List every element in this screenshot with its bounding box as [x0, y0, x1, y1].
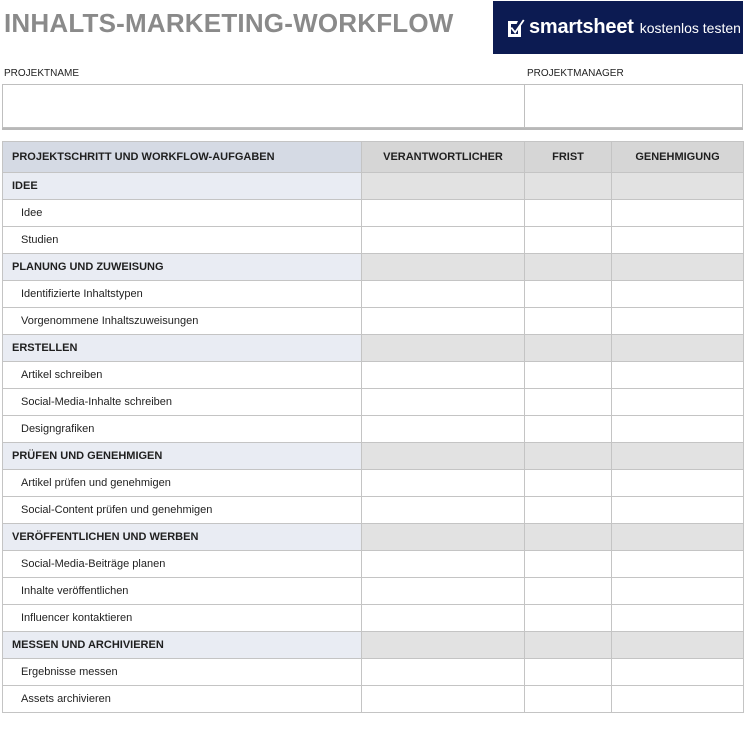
free-trial-link[interactable]: kostenlos testen	[639, 19, 741, 36]
owner-cell[interactable]	[362, 389, 525, 416]
approval-cell[interactable]	[612, 551, 744, 578]
task-cell: Idee	[3, 200, 362, 227]
section-title: VERÖFFENTLICHEN UND WERBEN	[3, 524, 362, 551]
task-row	[3, 551, 744, 578]
project-name-field[interactable]	[2, 84, 525, 128]
section-title: PRÜFEN UND GENEHMIGEN	[3, 443, 362, 470]
section-title: IDEE	[3, 173, 362, 200]
workflow-table	[2, 141, 744, 713]
deadline-cell[interactable]	[525, 524, 612, 551]
approval-cell[interactable]	[612, 524, 744, 551]
owner-cell[interactable]	[362, 551, 525, 578]
task-row	[3, 200, 744, 227]
owner-cell[interactable]	[362, 173, 525, 200]
approval-cell[interactable]	[612, 200, 744, 227]
approval-cell[interactable]	[612, 443, 744, 470]
deadline-cell[interactable]	[525, 551, 612, 578]
task-cell: Studien	[3, 227, 362, 254]
deadline-cell[interactable]	[525, 497, 612, 524]
page-title: INHALTS-MARKETING-WORKFLOW	[4, 8, 454, 38]
task-cell: Artikel schreiben	[3, 362, 362, 389]
task-cell: Identifizierte Inhaltstypen	[3, 281, 362, 308]
approval-cell[interactable]	[612, 686, 744, 713]
column-header-task: PROJEKTSCHRITT UND WORKFLOW-AUFGABEN	[3, 142, 362, 173]
column-header-approval: GENEHMIGUNG	[612, 142, 744, 173]
project-manager-label: PROJEKTMANAGER	[527, 68, 624, 79]
owner-cell[interactable]	[362, 524, 525, 551]
approval-cell[interactable]	[612, 362, 744, 389]
approval-cell[interactable]	[612, 389, 744, 416]
task-cell: Designgrafiken	[3, 416, 362, 443]
task-row	[3, 227, 744, 254]
owner-cell[interactable]	[362, 281, 525, 308]
owner-cell[interactable]	[362, 686, 525, 713]
approval-cell[interactable]	[612, 335, 744, 362]
column-header-deadline: FRIST	[525, 142, 612, 173]
project-name-label: PROJEKTNAME	[4, 68, 80, 79]
task-cell: Social-Content prüfen und genehmigen	[3, 497, 362, 524]
deadline-cell[interactable]	[525, 173, 612, 200]
approval-cell[interactable]	[612, 578, 744, 605]
deadline-cell[interactable]	[525, 578, 612, 605]
approval-cell[interactable]	[612, 605, 744, 632]
owner-cell[interactable]	[362, 335, 525, 362]
header-divider	[2, 128, 743, 130]
task-row	[3, 470, 744, 497]
deadline-cell[interactable]	[525, 227, 612, 254]
deadline-cell[interactable]	[525, 308, 612, 335]
owner-cell[interactable]	[362, 200, 525, 227]
section-row	[3, 254, 744, 281]
owner-cell[interactable]	[362, 659, 525, 686]
deadline-cell[interactable]	[525, 470, 612, 497]
deadline-cell[interactable]	[525, 443, 612, 470]
owner-cell[interactable]	[362, 605, 525, 632]
deadline-cell[interactable]	[525, 605, 612, 632]
deadline-cell[interactable]	[525, 686, 612, 713]
owner-cell[interactable]	[362, 308, 525, 335]
task-cell: Artikel prüfen und genehmigen	[3, 470, 362, 497]
task-cell: Vorgenommene Inhaltszuweisungen	[3, 308, 362, 335]
deadline-cell[interactable]	[525, 254, 612, 281]
deadline-cell[interactable]	[525, 281, 612, 308]
approval-cell[interactable]	[612, 659, 744, 686]
deadline-cell[interactable]	[525, 362, 612, 389]
deadline-cell[interactable]	[525, 659, 612, 686]
section-row	[3, 443, 744, 470]
approval-cell[interactable]	[612, 416, 744, 443]
task-row	[3, 605, 744, 632]
owner-cell[interactable]	[362, 497, 525, 524]
smartsheet-brand-text: smartsheet	[529, 16, 634, 38]
deadline-cell[interactable]	[525, 389, 612, 416]
task-cell: Influencer kontaktieren	[3, 605, 362, 632]
task-row	[3, 416, 744, 443]
task-cell: Assets archivieren	[3, 686, 362, 713]
section-title: ERSTELLEN	[3, 335, 362, 362]
owner-cell[interactable]	[362, 632, 525, 659]
deadline-cell[interactable]	[525, 416, 612, 443]
section-row	[3, 173, 744, 200]
task-row	[3, 362, 744, 389]
task-cell: Inhalte veröffentlichen	[3, 578, 362, 605]
table-header-row	[3, 142, 744, 173]
owner-cell[interactable]	[362, 443, 525, 470]
deadline-cell[interactable]	[525, 200, 612, 227]
workflow-table-body	[3, 173, 744, 713]
section-row	[3, 632, 744, 659]
owner-cell[interactable]	[362, 578, 525, 605]
approval-cell[interactable]	[612, 497, 744, 524]
section-row	[3, 335, 744, 362]
task-cell: Social-Media-Beiträge planen	[3, 551, 362, 578]
owner-cell[interactable]	[362, 254, 525, 281]
task-cell: Ergebnisse messen	[3, 659, 362, 686]
approval-cell[interactable]	[612, 173, 744, 200]
owner-cell[interactable]	[362, 416, 525, 443]
section-title: MESSEN UND ARCHIVIEREN	[3, 632, 362, 659]
approval-cell[interactable]	[612, 281, 744, 308]
approval-cell[interactable]	[612, 227, 744, 254]
approval-cell[interactable]	[612, 308, 744, 335]
smartsheet-check-logo-icon	[507, 19, 525, 37]
approval-cell[interactable]	[612, 470, 744, 497]
task-row	[3, 389, 744, 416]
task-row	[3, 308, 744, 335]
owner-cell[interactable]	[362, 362, 525, 389]
owner-cell[interactable]	[362, 470, 525, 497]
section-row	[3, 524, 744, 551]
column-header-owner: VERANTWORTLICHER	[362, 142, 525, 173]
deadline-cell[interactable]	[525, 335, 612, 362]
approval-cell[interactable]	[612, 632, 744, 659]
project-manager-field[interactable]	[524, 84, 743, 128]
task-row	[3, 281, 744, 308]
approval-cell[interactable]	[612, 254, 744, 281]
task-row	[3, 659, 744, 686]
section-title: PLANUNG UND ZUWEISUNG	[3, 254, 362, 281]
task-cell: Social-Media-Inhalte schreiben	[3, 389, 362, 416]
deadline-cell[interactable]	[525, 632, 612, 659]
task-row	[3, 497, 744, 524]
task-row	[3, 578, 744, 605]
task-row	[3, 686, 744, 713]
smartsheet-trial-banner[interactable]	[493, 1, 743, 54]
owner-cell[interactable]	[362, 227, 525, 254]
